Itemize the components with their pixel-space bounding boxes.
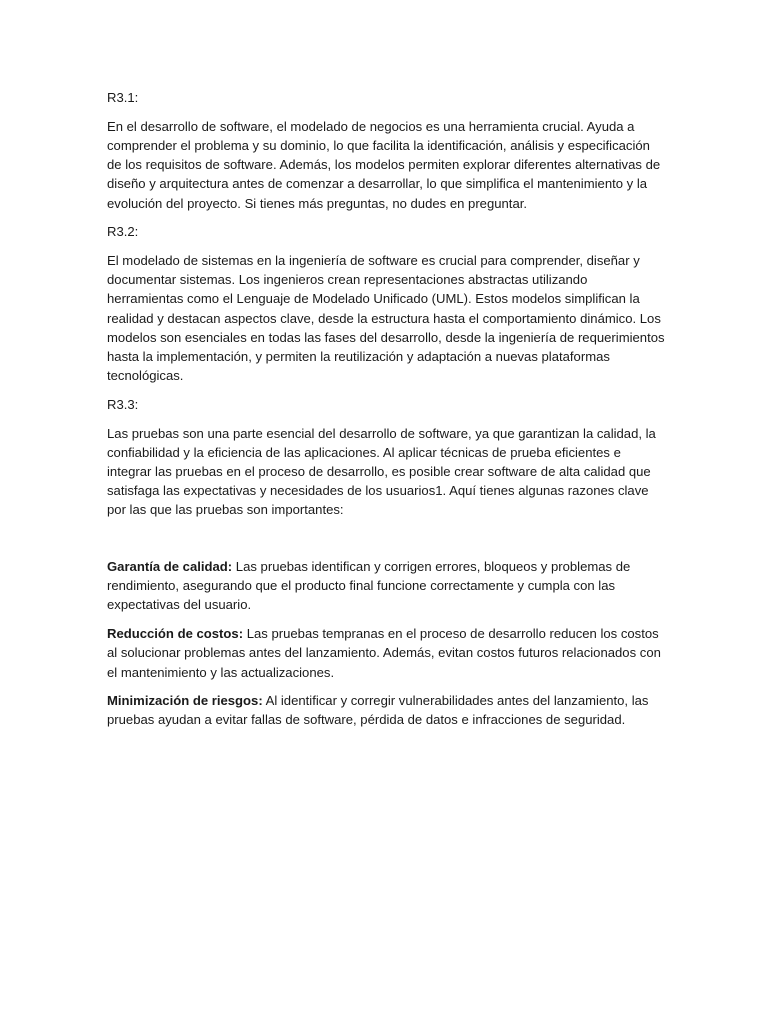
section-paragraph-r3-3: Las pruebas son una parte esencial del desarrollo de software, ya que garantizan la calidad, la confiabilidad y la eficiencia de las aplicaciones. Al aplicar técnicas de prueba eficientes e integrar las pruebas en el proceso de desarrollo, es posible crear software de alta calidad que satisfaga las expectativas y necesidades de los usuarios1. Aquí tienes algunas razones clave por las que las pruebas son importantes: <box>107 425 656 518</box>
blank-line <box>107 529 667 557</box>
reason-item-quality <box>107 557 667 615</box>
section-paragraph-r3-1: En el desarrollo de software, el modelado de negocios es una herramienta crucial. Ayuda a comprender el problema y su dominio, lo que facilita la identificación, análisis y especificación de los requisitos de software. Además, los modelos permiten explorar diferentes alternativas de diseño y arquitectura antes de comenzar a desarrollar, lo que simplifica el mantenimiento y la evolución del proyecto. Si tienes más preguntas, no dudes en preguntar. <box>107 118 661 211</box>
reason-term-risks: Minimización de riesgos: <box>107 693 263 709</box>
reason-term-costs: Reducción de costos: <box>107 626 244 642</box>
section-heading-r3-3: R3.3: <box>107 396 139 412</box>
reason-text-quality: Las pruebas identifican y corrigen errores, bloqueos y problemas de rendimiento, asegurando que el producto final funcione correctamente y cumpla con las expectativas del usuario. <box>107 559 631 613</box>
reason-text-risks: Al identificar y corregir vulnerabilidades antes del lanzamiento, las pruebas ayudan a evitar fallas de software, pérdida de datos e infracciones de seguridad. <box>107 693 649 728</box>
reason-item-risks <box>107 691 667 729</box>
section-heading-r3-1: R3.1: <box>107 90 139 105</box>
reason-text-costs: Las pruebas tempranas en el proceso de desarrollo reducen los costos al solucionar problemas antes del lanzamiento. Además, evitan costos futuros relacionados con el mantenimiento y las actualizaciones. <box>107 626 661 680</box>
section-heading-r3-2: R3.2: <box>107 224 139 240</box>
reason-term-quality: Garantía de calidad: <box>107 559 233 575</box>
reason-item-costs <box>107 624 667 682</box>
document-page <box>107 88 667 739</box>
section-paragraph-r3-2: El modelado de sistemas en la ingeniería de software es crucial para comprender, diseñar y documentar sistemas. Los ingenieros crean representaciones abstractas utilizando herramientas como el Lenguaje de Modelado Unificado (UML). Estos modelos simplifican la realidad y destacan aspectos clave, desde la estructura hasta el comportamiento dinámico. Los modelos son esenciales en todas las fases del desarrollo, desde la ingeniería de requerimientos hasta la implementación, y permiten la reutilización y adaptación a nuevas plataformas tecnológicas. <box>107 252 665 384</box>
